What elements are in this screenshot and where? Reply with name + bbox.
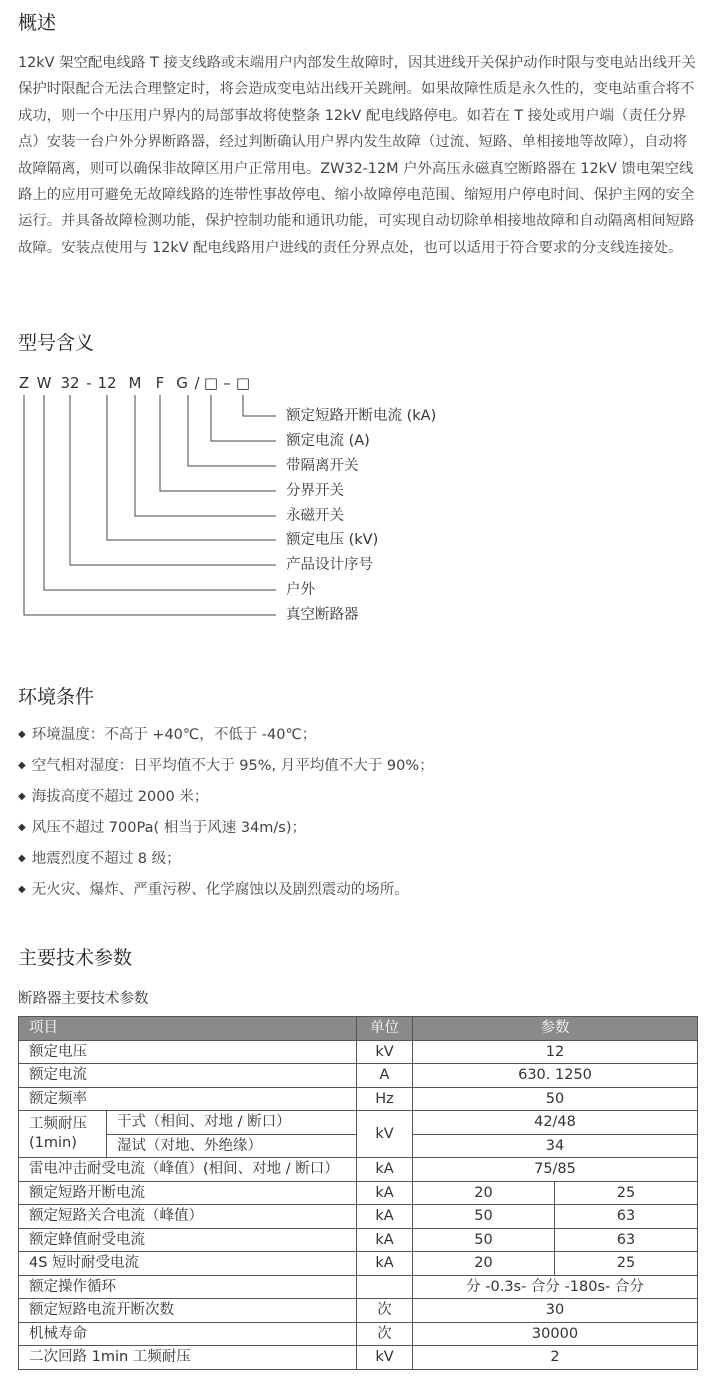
code-char-f: F xyxy=(155,374,165,392)
annotation-rated-voltage: 额定电压 (kV) xyxy=(286,532,379,548)
diamond-bullet-icon: ◆ xyxy=(18,853,26,864)
env-item: ◆ 空气相对湿度：日平均值不大于 95%, 月平均值不大于 90%； xyxy=(18,758,434,774)
table-row: 额定操作循环 分 -0.3s- 合分 -180s- 合分 xyxy=(19,1275,698,1299)
code-char-32: 32 xyxy=(60,374,80,392)
table-row: 工频耐压 (1min) 干式（相间、对地 / 断口） kV 42/48 xyxy=(19,1111,698,1135)
table-header-row xyxy=(19,1017,698,1041)
code-char-z: Z xyxy=(18,374,30,392)
table-row: 额定电压 kV 12 xyxy=(19,1040,698,1064)
table-row: 额定短路开断电流 kA 20 25 xyxy=(19,1181,698,1205)
overview-paragraph: 12kV 架空配电线路 T 接支线路或末端用户内部发生故障时，因其进线开关保护动作时限与变电站出线开关保护时限配合无法合理整定时，将会造成变电站出线开关跳闸。如果故障性质是永久性的，变电站重合将不成功，则一个中压用户界内的局部事故将使整条 12kV 配电线路停电。如若在 T 接处或用户端（责任分界点）安装一台户外分界断路器，经过判断确认用户界内发生故障（过流、短路、单相接地等故障），自动将故障隔离，则可以确保非故障区用户正常用电。ZW32-12M 户外高压永磁真空断路器在 12kV 馈电架空线路上的应用可避免无故障线路的连带性事故停电、缩小故障停电范围、缩短用户停电时间、保护主网的安全运行。并具备故障检测功能，保护控制功能和通讯功能，可实现自动切除单相接地故障和自动隔离相间短路故障。安装点使用与 12kV 配电线路用户进线的责任分界点处，也可以适用于符合要求的分支线连接处。 xyxy=(18,55,696,256)
annotation-rated-current: 额定电流 (A) xyxy=(286,433,370,449)
annotation-boundary-switch: 分界开关 xyxy=(286,483,344,499)
env-item: ◆ 环境温度：不高于 +40℃，不低于 -40℃； xyxy=(18,727,317,743)
header-item: 项目 xyxy=(19,1017,357,1041)
params-title: 主要技术参数 xyxy=(18,947,133,969)
code-char-box-breaking: □ xyxy=(235,374,251,392)
table-row: 湿试（对地、外绝缘） 34 xyxy=(19,1134,698,1158)
annotation-vacuum-breaker: 真空断路器 xyxy=(286,607,359,623)
table-row: 机械寿命 次 30000 xyxy=(19,1322,698,1346)
code-char-endash: – xyxy=(223,374,231,392)
diamond-bullet-icon: ◆ xyxy=(18,884,26,895)
table-row: 额定频率 Hz 50 xyxy=(19,1087,698,1111)
diamond-bullet-icon: ◆ xyxy=(18,791,26,802)
diamond-bullet-icon: ◆ xyxy=(18,822,26,833)
env-item: ◆ 海拔高度不超过 2000 米； xyxy=(18,789,209,805)
params-table xyxy=(18,1016,698,1370)
code-char-slash: / xyxy=(194,374,200,392)
model-title: 型号含义 xyxy=(18,332,95,354)
annotation-isolating-switch: 带隔离开关 xyxy=(286,458,359,474)
table-row: 额定电流 A 630. 1250 xyxy=(19,1064,698,1088)
power-freq-group: 工频耐压 (1min) xyxy=(19,1111,107,1158)
annotation-design-serial: 产品设计序号 xyxy=(286,557,373,573)
code-char-m: M xyxy=(128,374,142,392)
code-char-g: G xyxy=(176,374,188,392)
table-caption: 断路器主要技术参数 xyxy=(18,991,149,1007)
annotation-outdoor: 户外 xyxy=(286,582,315,598)
table-row: 4S 短时耐受电流 kA 20 25 xyxy=(19,1252,698,1276)
table-row: 额定短路电流开断次数 次 30 xyxy=(19,1299,698,1323)
overview-title: 概述 xyxy=(18,12,57,34)
annotation-permanent-magnet: 永磁开关 xyxy=(286,508,344,524)
table-row: 额定短路关合电流（峰值） kA 50 63 xyxy=(19,1205,698,1229)
env-title: 环境条件 xyxy=(18,686,95,708)
table-row: 二次回路 1min 工频耐压 kV 2 xyxy=(19,1346,698,1370)
code-char-box-current: □ xyxy=(203,374,219,392)
diamond-bullet-icon: ◆ xyxy=(18,729,26,740)
header-value: 参数 xyxy=(413,1017,698,1041)
env-item: ◆ 风压不超过 700Pa( 相当于风速 34m/s)； xyxy=(18,820,307,836)
env-item: ◆ 地震烈度不超过 8 级； xyxy=(18,851,181,867)
code-char-w: W xyxy=(36,374,52,392)
env-item: ◆ 无火灾、爆炸、严重污秽、化学腐蚀以及剧烈震动的场所。 xyxy=(18,882,409,898)
table-row: 雷电冲击耐受电流（峰值）(相间、对地 / 断口） kA 75/85 xyxy=(19,1158,698,1182)
header-unit: 单位 xyxy=(357,1017,413,1041)
diamond-bullet-icon: ◆ xyxy=(18,760,26,771)
code-char-dash: - xyxy=(86,374,92,392)
code-char-12: 12 xyxy=(97,374,117,392)
annotation-breaking-current: 额定短路开断电流 (kA) xyxy=(286,408,437,424)
table-row: 额定蜂值耐受电流 kA 50 63 xyxy=(19,1228,698,1252)
